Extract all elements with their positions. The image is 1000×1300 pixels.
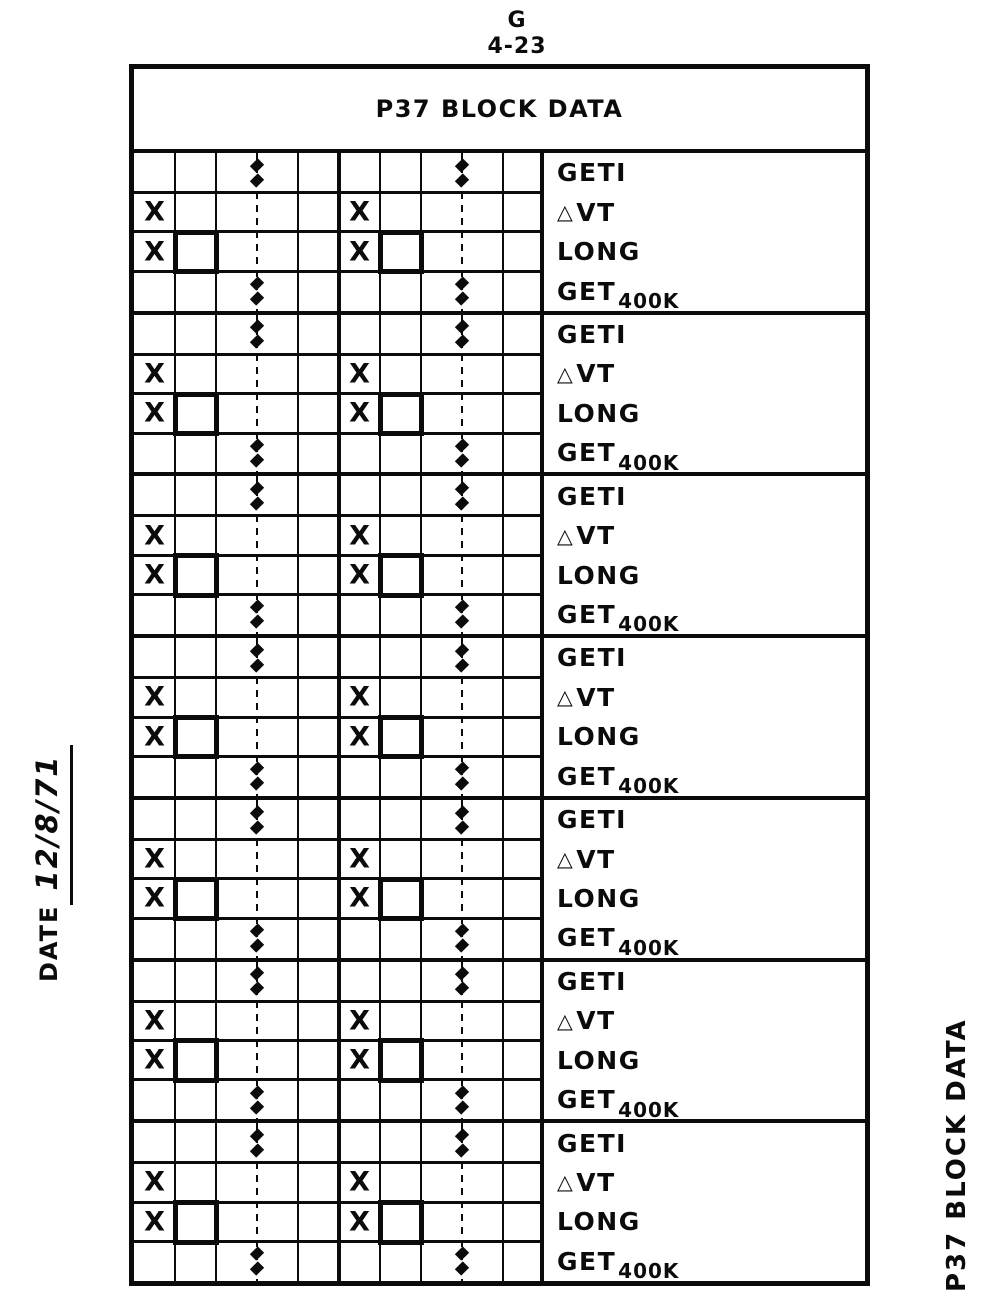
row-label-text: VT (576, 844, 616, 874)
row-label-column (544, 1123, 865, 1284)
colon-separator-diamonds (458, 1249, 467, 1273)
row-label-subscript: 400K (618, 450, 680, 475)
row-label-column (544, 638, 865, 799)
entry-grid (134, 476, 544, 634)
x-mark: X (144, 559, 165, 591)
row-label-text: VT (576, 521, 616, 551)
row-label-geti (557, 315, 865, 354)
diamond-icon (455, 615, 469, 629)
date-label: DATE (35, 904, 63, 982)
row-label-text: GET (557, 599, 617, 629)
x-mark: X (144, 721, 165, 753)
diamond-icon (250, 982, 264, 996)
x-mark: X (349, 358, 370, 390)
row-label-subscript: 400K (618, 289, 680, 314)
row-label-text: VT (576, 682, 616, 712)
diamond-icon (455, 938, 469, 952)
entry-grid (134, 638, 544, 796)
colon-separator-diamonds (458, 1088, 467, 1112)
row-label-get (557, 595, 865, 637)
row-label-text: VT (576, 1006, 616, 1036)
diamond-icon (455, 982, 469, 996)
page-header (477, 8, 557, 60)
diamond-icon (250, 820, 264, 834)
x-mark: X (144, 1166, 165, 1198)
x-mark: X (144, 1044, 165, 1076)
row-label-get (557, 1242, 865, 1284)
row-label-vt (557, 1163, 865, 1202)
diamond-icon (455, 643, 469, 657)
row-label-subscript: 400K (618, 774, 680, 799)
row-label-text: GET (557, 923, 617, 953)
p37-block-data-form (129, 64, 870, 1286)
heavy-outline-box (378, 877, 424, 921)
diamond-icon (455, 1247, 469, 1261)
colon-separator-diamonds (253, 441, 262, 465)
diamond-icon (250, 496, 264, 510)
row-label-text: LONG (557, 1045, 641, 1075)
diamond-icon (455, 776, 469, 790)
x-mark: X (144, 358, 165, 390)
row-label-get (557, 918, 865, 960)
row-label-text: GETI (557, 158, 627, 188)
colon-separator-diamonds (253, 969, 262, 993)
grid-horizontal-line (134, 838, 540, 841)
row-label-column (544, 962, 865, 1120)
diamond-icon (455, 761, 469, 775)
x-mark: X (144, 1005, 165, 1037)
diamond-icon (455, 820, 469, 834)
diamond-icon (250, 1100, 264, 1114)
x-mark: X (349, 236, 370, 268)
colon-separator-diamonds (458, 1131, 467, 1155)
row-label-text: GET (557, 438, 617, 468)
heavy-outline-box (378, 1200, 424, 1244)
row-label-text: LONG (557, 722, 641, 752)
diamond-icon (250, 805, 264, 819)
diamond-icon (250, 320, 264, 334)
grid-horizontal-line (134, 676, 540, 679)
diamond-icon (250, 1247, 264, 1261)
diamond-icon (455, 496, 469, 510)
row-label-get (557, 1080, 865, 1122)
data-block (134, 962, 865, 1124)
row-label-text: LONG (557, 883, 641, 913)
colon-separator-diamonds (458, 484, 467, 508)
diamond-icon (455, 600, 469, 614)
row-label-text: VT (576, 359, 616, 389)
heavy-outline-box (378, 553, 424, 597)
heavy-outline-box (173, 715, 219, 759)
page-part-label: G (507, 8, 527, 33)
row-label-column (544, 476, 865, 637)
diamond-icon (250, 1128, 264, 1142)
colon-separator-diamonds (253, 602, 262, 626)
row-label-text: GETI (557, 643, 627, 673)
heavy-outline-box (378, 715, 424, 759)
diamond-icon (250, 615, 264, 629)
heavy-outline-box (173, 553, 219, 597)
row-label-long (557, 879, 865, 918)
row-label-text: GETI (557, 319, 627, 349)
delta-triangle-icon: △ (557, 1008, 575, 1033)
diamond-icon (455, 1128, 469, 1142)
row-label-text: GETI (557, 966, 627, 996)
x-mark: X (144, 681, 165, 713)
diamond-icon (455, 320, 469, 334)
colon-separator-diamonds (458, 602, 467, 626)
heavy-outline-box (173, 230, 219, 274)
row-label-long (557, 1040, 865, 1079)
row-label-geti (557, 800, 865, 839)
diamond-icon (250, 453, 264, 467)
row-label-text: GET (557, 1085, 617, 1115)
row-label-subscript: 400K (618, 612, 680, 637)
colon-separator-diamonds (253, 1088, 262, 1112)
diamond-icon (250, 335, 264, 349)
row-label-text: LONG (557, 237, 641, 267)
diamond-icon (455, 291, 469, 305)
data-block (134, 638, 865, 800)
row-label-vt (557, 516, 865, 555)
data-block (134, 153, 865, 315)
heavy-outline-box (378, 1038, 424, 1082)
diamond-icon (455, 658, 469, 672)
data-block (134, 315, 865, 477)
row-label-geti (557, 962, 865, 1001)
row-label-long (557, 717, 865, 756)
colon-separator-diamonds (253, 279, 262, 303)
diamond-icon (455, 805, 469, 819)
delta-triangle-icon: △ (557, 847, 575, 872)
x-mark: X (349, 397, 370, 429)
x-mark: X (349, 1005, 370, 1037)
delta-triangle-icon: △ (557, 200, 575, 225)
row-label-get (557, 433, 865, 475)
x-mark: X (349, 681, 370, 713)
x-mark: X (349, 196, 370, 228)
grid-horizontal-line (134, 1000, 540, 1003)
diamond-icon (250, 967, 264, 981)
x-mark: X (144, 196, 165, 228)
diamond-icon (455, 173, 469, 187)
diamond-icon (455, 967, 469, 981)
row-label-column (544, 315, 865, 473)
diamond-icon (455, 335, 469, 349)
colon-separator-diamonds (253, 646, 262, 670)
diamond-icon (250, 1085, 264, 1099)
diamond-icon (455, 923, 469, 937)
diamond-icon (455, 158, 469, 172)
row-label-vt (557, 1001, 865, 1040)
row-label-long (557, 555, 865, 594)
colon-separator-diamonds (458, 279, 467, 303)
x-mark: X (349, 843, 370, 875)
x-mark: X (144, 397, 165, 429)
data-block (134, 1123, 865, 1284)
diamond-icon (250, 158, 264, 172)
row-label-geti (557, 638, 865, 677)
diamond-icon (250, 1262, 264, 1276)
entry-blocks (134, 153, 865, 1284)
diamond-icon (250, 600, 264, 614)
diamond-icon (455, 1143, 469, 1157)
form-title-row (134, 69, 865, 153)
entry-grid (134, 153, 544, 311)
heavy-outline-box (378, 392, 424, 436)
row-label-geti (557, 153, 865, 192)
row-label-subscript: 400K (618, 1259, 680, 1284)
heavy-outline-box (173, 1038, 219, 1082)
row-label-text: LONG (557, 398, 641, 428)
colon-separator-diamonds (458, 322, 467, 346)
x-mark: X (349, 520, 370, 552)
diamond-icon (455, 1262, 469, 1276)
row-label-text: GETI (557, 481, 627, 511)
colon-separator-diamonds (253, 322, 262, 346)
diamond-icon (250, 291, 264, 305)
diamond-icon (250, 276, 264, 290)
entry-grid (134, 800, 544, 958)
diamond-icon (455, 1100, 469, 1114)
diamond-icon (250, 938, 264, 952)
row-label-long (557, 1202, 865, 1241)
diamond-icon (250, 923, 264, 937)
row-label-vt (557, 839, 865, 878)
heavy-outline-box (173, 877, 219, 921)
row-label-vt (557, 678, 865, 717)
delta-triangle-icon: △ (557, 685, 575, 710)
heavy-outline-box (173, 392, 219, 436)
row-label-text: GET (557, 276, 617, 306)
date-margin (30, 726, 96, 982)
x-mark: X (349, 1206, 370, 1238)
data-block (134, 476, 865, 638)
row-label-long (557, 232, 865, 271)
x-mark: X (144, 882, 165, 914)
colon-separator-diamonds (458, 969, 467, 993)
date-value-handwritten: 12/8/71 (30, 745, 73, 905)
colon-separator-diamonds (458, 646, 467, 670)
row-label-text: GET (557, 1246, 617, 1276)
row-label-column (544, 800, 865, 958)
colon-separator-diamonds (253, 484, 262, 508)
x-mark: X (349, 1166, 370, 1198)
row-label-geti (557, 1123, 865, 1162)
delta-triangle-icon: △ (557, 361, 575, 386)
diamond-icon (250, 173, 264, 187)
diamond-icon (455, 1085, 469, 1099)
row-label-vt (557, 192, 865, 231)
diamond-icon (455, 481, 469, 495)
colon-separator-diamonds (253, 1131, 262, 1155)
x-mark: X (144, 520, 165, 552)
form-title: P37 BLOCK DATA (375, 95, 624, 123)
entry-grid (134, 315, 544, 473)
diamond-icon (250, 776, 264, 790)
entry-grid (134, 1123, 544, 1281)
grid-horizontal-line (134, 514, 540, 517)
colon-separator-diamonds (458, 808, 467, 832)
colon-separator-diamonds (253, 808, 262, 832)
row-label-text: GETI (557, 805, 627, 835)
diamond-icon (250, 1143, 264, 1157)
diamond-icon (250, 643, 264, 657)
grid-horizontal-line (134, 191, 540, 194)
colon-separator-diamonds (253, 1249, 262, 1273)
diamond-icon (250, 438, 264, 452)
colon-separator-diamonds (458, 926, 467, 950)
x-mark: X (349, 1044, 370, 1076)
delta-triangle-icon: △ (557, 1170, 575, 1195)
grid-horizontal-line (134, 353, 540, 356)
row-label-text: VT (576, 1167, 616, 1197)
page-number: 4-23 (487, 34, 547, 59)
row-label-text: VT (576, 197, 616, 227)
row-label-text: GET (557, 761, 617, 791)
colon-separator-diamonds (458, 161, 467, 185)
diamond-icon (250, 658, 264, 672)
row-label-subscript: 400K (618, 1097, 680, 1122)
diamond-icon (250, 761, 264, 775)
x-mark: X (144, 1206, 165, 1238)
row-label-column (544, 153, 865, 314)
row-label-text: GETI (557, 1128, 627, 1158)
row-label-geti (557, 476, 865, 515)
delta-triangle-icon: △ (557, 523, 575, 548)
x-mark: X (144, 236, 165, 268)
diamond-icon (455, 276, 469, 290)
heavy-outline-box (173, 1200, 219, 1244)
data-block (134, 800, 865, 962)
x-mark: X (349, 559, 370, 591)
row-label-get (557, 271, 865, 314)
x-mark: X (349, 882, 370, 914)
entry-grid (134, 962, 544, 1120)
x-mark: X (144, 843, 165, 875)
x-mark: X (349, 721, 370, 753)
row-label-subscript: 400K (618, 935, 680, 960)
colon-separator-diamonds (253, 764, 262, 788)
colon-separator-diamonds (253, 161, 262, 185)
colon-separator-diamonds (458, 764, 467, 788)
row-label-get (557, 756, 865, 799)
grid-horizontal-line (134, 1161, 540, 1164)
row-label-text: LONG (557, 1207, 641, 1237)
diamond-icon (455, 438, 469, 452)
colon-separator-diamonds (458, 441, 467, 465)
diamond-icon (250, 481, 264, 495)
heavy-outline-box (378, 230, 424, 274)
right-margin-title: P37 BLOCK DATA (942, 1018, 972, 1292)
row-label-vt (557, 354, 865, 393)
row-label-text: LONG (557, 560, 641, 590)
diamond-icon (455, 453, 469, 467)
colon-separator-diamonds (253, 926, 262, 950)
row-label-long (557, 394, 865, 433)
